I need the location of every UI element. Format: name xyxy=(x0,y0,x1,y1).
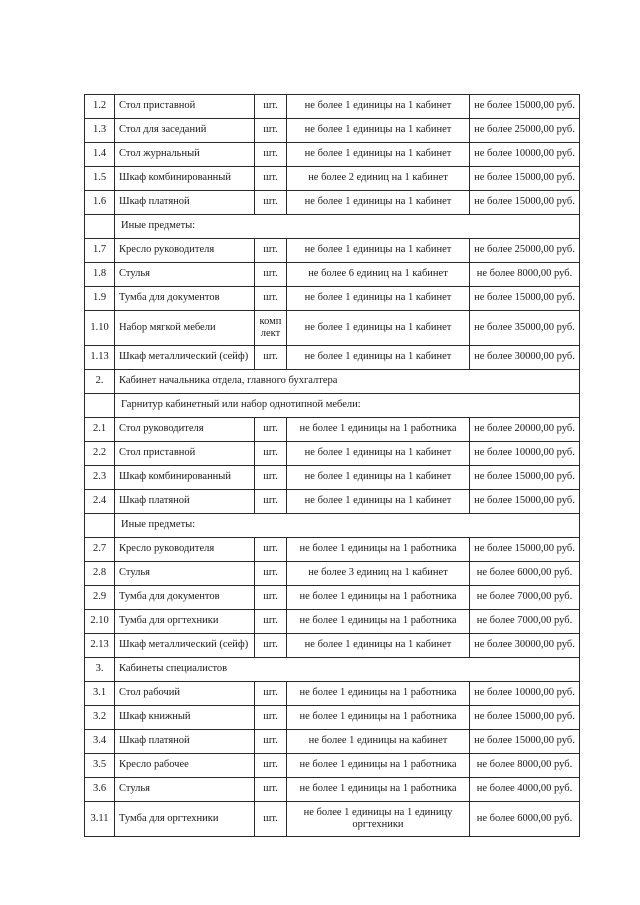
table-row xyxy=(85,682,580,706)
item-name: Шкаф платяной xyxy=(115,490,255,514)
item-unit: шт. xyxy=(255,490,287,514)
item-norm: не более 1 единицы на кабинет xyxy=(287,730,470,754)
table-row xyxy=(85,754,580,778)
table-row xyxy=(85,778,580,802)
item-name: Шкаф металлический (сейф) xyxy=(115,634,255,658)
table-row xyxy=(85,586,580,610)
table-row xyxy=(85,167,580,191)
item-norm: не более 1 единицы на 1 кабинет xyxy=(287,311,470,346)
table-row xyxy=(85,239,580,263)
item-price-limit: не более 6000,00 руб. xyxy=(470,802,580,837)
subheading-row xyxy=(85,514,580,538)
item-norm: не более 1 единицы на 1 кабинет xyxy=(287,143,470,167)
item-price-limit: не более 20000,00 руб. xyxy=(470,418,580,442)
item-number: 2.2 xyxy=(85,442,115,466)
item-unit: шт. xyxy=(255,191,287,215)
subheading-text: Гарнитур кабинетный или набор однотипной мебели: xyxy=(115,394,580,418)
item-unit: шт. xyxy=(255,610,287,634)
item-unit: шт. xyxy=(255,562,287,586)
item-unit: шт. xyxy=(255,167,287,191)
item-name: Стол рабочий xyxy=(115,682,255,706)
empty-number-cell xyxy=(85,514,115,538)
table-row xyxy=(85,95,580,119)
item-norm: не более 1 единицы на 1 кабинет xyxy=(287,191,470,215)
item-price-limit: не более 25000,00 руб. xyxy=(470,239,580,263)
item-unit: шт. xyxy=(255,538,287,562)
item-unit: шт. xyxy=(255,95,287,119)
item-name: Стол для заседаний xyxy=(115,119,255,143)
table-row xyxy=(85,191,580,215)
item-price-limit: не более 30000,00 руб. xyxy=(470,634,580,658)
item-number: 2.13 xyxy=(85,634,115,658)
item-price-limit: не более 15000,00 руб. xyxy=(470,538,580,562)
section-row xyxy=(85,658,580,682)
furniture-norms-table-body xyxy=(85,95,580,837)
item-norm: не более 1 единицы на 1 работника xyxy=(287,586,470,610)
item-name: Стулья xyxy=(115,562,255,586)
table-row xyxy=(85,562,580,586)
furniture-norms-table xyxy=(84,94,580,837)
item-unit: шт. xyxy=(255,143,287,167)
item-unit: шт. xyxy=(255,754,287,778)
item-name: Шкаф комбинированный xyxy=(115,167,255,191)
table-row xyxy=(85,706,580,730)
item-number: 1.7 xyxy=(85,239,115,263)
item-unit: шт. xyxy=(255,730,287,754)
item-name: Стол журнальный xyxy=(115,143,255,167)
subheading-text: Иные предметы: xyxy=(115,514,580,538)
table-row xyxy=(85,634,580,658)
subheading-row xyxy=(85,215,580,239)
item-unit: шт. xyxy=(255,802,287,837)
item-price-limit: не более 25000,00 руб. xyxy=(470,119,580,143)
item-price-limit: не более 15000,00 руб. xyxy=(470,167,580,191)
item-name: Кресло руководителя xyxy=(115,538,255,562)
item-unit: шт. xyxy=(255,442,287,466)
table-row xyxy=(85,490,580,514)
item-name: Кресло рабочее xyxy=(115,754,255,778)
table-row xyxy=(85,802,580,837)
item-number: 1.6 xyxy=(85,191,115,215)
item-price-limit: не более 10000,00 руб. xyxy=(470,442,580,466)
item-norm: не более 1 единицы на 1 работника xyxy=(287,418,470,442)
item-name: Тумба для оргтехники xyxy=(115,802,255,837)
item-number: 1.4 xyxy=(85,143,115,167)
item-norm: не более 2 единиц на 1 кабинет xyxy=(287,167,470,191)
table-row xyxy=(85,346,580,370)
item-price-limit: не более 15000,00 руб. xyxy=(470,287,580,311)
item-number: 2.1 xyxy=(85,418,115,442)
item-price-limit: не более 7000,00 руб. xyxy=(470,586,580,610)
item-price-limit: не более 8000,00 руб. xyxy=(470,754,580,778)
section-title: Кабинеты специалистов xyxy=(115,658,580,682)
item-norm: не более 1 единицы на 1 кабинет xyxy=(287,239,470,263)
table-row xyxy=(85,311,580,346)
item-name: Кресло руководителя xyxy=(115,239,255,263)
item-unit: шт. xyxy=(255,634,287,658)
table-row xyxy=(85,538,580,562)
item-number: 1.5 xyxy=(85,167,115,191)
item-price-limit: не более 35000,00 руб. xyxy=(470,311,580,346)
item-norm: не более 3 единиц на 1 кабинет xyxy=(287,562,470,586)
section-row xyxy=(85,370,580,394)
empty-number-cell xyxy=(85,215,115,239)
item-name: Тумба для документов xyxy=(115,586,255,610)
item-unit: шт. xyxy=(255,466,287,490)
subheading-text: Иные предметы: xyxy=(115,215,580,239)
item-norm: не более 1 единицы на 1 кабинет xyxy=(287,466,470,490)
item-unit: шт. xyxy=(255,682,287,706)
item-name: Тумба для оргтехники xyxy=(115,610,255,634)
item-name: Стол руководителя xyxy=(115,418,255,442)
item-name: Шкаф платяной xyxy=(115,191,255,215)
item-number: 1.13 xyxy=(85,346,115,370)
item-price-limit: не более 15000,00 руб. xyxy=(470,730,580,754)
item-unit: шт. xyxy=(255,119,287,143)
item-price-limit: не более 6000,00 руб. xyxy=(470,562,580,586)
item-number: 1.3 xyxy=(85,119,115,143)
item-price-limit: не более 15000,00 руб. xyxy=(470,191,580,215)
empty-number-cell xyxy=(85,394,115,418)
item-unit: шт. xyxy=(255,287,287,311)
item-number: 3.1 xyxy=(85,682,115,706)
item-price-limit: не более 7000,00 руб. xyxy=(470,610,580,634)
subheading-row xyxy=(85,394,580,418)
table-row xyxy=(85,263,580,287)
item-price-limit: не более 4000,00 руб. xyxy=(470,778,580,802)
item-number: 3.6 xyxy=(85,778,115,802)
item-norm: не более 1 единицы на 1 кабинет xyxy=(287,346,470,370)
item-norm: не более 1 единицы на 1 кабинет xyxy=(287,95,470,119)
table-row xyxy=(85,143,580,167)
item-name: Стол приставной xyxy=(115,442,255,466)
item-number: 2.9 xyxy=(85,586,115,610)
item-unit: шт. xyxy=(255,706,287,730)
item-name: Тумба для документов xyxy=(115,287,255,311)
item-unit: шт. xyxy=(255,263,287,287)
table-row xyxy=(85,466,580,490)
item-name: Стол приставной xyxy=(115,95,255,119)
item-norm: не более 1 единицы на 1 кабинет xyxy=(287,119,470,143)
item-unit: шт. xyxy=(255,239,287,263)
item-name: Шкаф платяной xyxy=(115,730,255,754)
table-row xyxy=(85,119,580,143)
table-row xyxy=(85,730,580,754)
item-norm: не более 1 единицы на 1 работника xyxy=(287,682,470,706)
item-norm: не более 1 единицы на 1 кабинет xyxy=(287,490,470,514)
section-number: 2. xyxy=(85,370,115,394)
section-title: Кабинет начальника отдела, главного бухгалтера xyxy=(115,370,580,394)
item-price-limit: не более 15000,00 руб. xyxy=(470,490,580,514)
item-price-limit: не более 10000,00 руб. xyxy=(470,682,580,706)
item-number: 3.5 xyxy=(85,754,115,778)
table-row xyxy=(85,287,580,311)
item-name: Шкаф металлический (сейф) xyxy=(115,346,255,370)
item-number: 3.4 xyxy=(85,730,115,754)
item-unit: шт. xyxy=(255,346,287,370)
item-norm: не более 1 единицы на 1 работника xyxy=(287,538,470,562)
item-price-limit: не более 15000,00 руб. xyxy=(470,95,580,119)
item-unit: комп лект xyxy=(255,311,287,346)
item-number: 2.7 xyxy=(85,538,115,562)
item-price-limit: не более 15000,00 руб. xyxy=(470,706,580,730)
item-number: 2.4 xyxy=(85,490,115,514)
item-number: 3.11 xyxy=(85,802,115,837)
item-name: Стулья xyxy=(115,778,255,802)
item-norm: не более 1 единицы на 1 кабинет xyxy=(287,634,470,658)
item-number: 3.2 xyxy=(85,706,115,730)
item-number: 2.3 xyxy=(85,466,115,490)
item-number: 1.2 xyxy=(85,95,115,119)
item-price-limit: не более 30000,00 руб. xyxy=(470,346,580,370)
section-number: 3. xyxy=(85,658,115,682)
item-norm: не более 6 единиц на 1 кабинет xyxy=(287,263,470,287)
item-unit: шт. xyxy=(255,778,287,802)
table-row xyxy=(85,418,580,442)
item-price-limit: не более 8000,00 руб. xyxy=(470,263,580,287)
item-number: 1.8 xyxy=(85,263,115,287)
item-norm: не более 1 единицы на 1 кабинет xyxy=(287,287,470,311)
item-price-limit: не более 15000,00 руб. xyxy=(470,466,580,490)
table-row xyxy=(85,442,580,466)
item-name: Набор мягкой мебели xyxy=(115,311,255,346)
item-number: 1.10 xyxy=(85,311,115,346)
item-unit: шт. xyxy=(255,418,287,442)
item-norm: не более 1 единицы на 1 работника xyxy=(287,754,470,778)
item-norm: не более 1 единицы на 1 работника xyxy=(287,610,470,634)
item-name: Шкаф книжный xyxy=(115,706,255,730)
item-name: Шкаф комбинированный xyxy=(115,466,255,490)
item-unit: шт. xyxy=(255,586,287,610)
item-norm: не более 1 единицы на 1 работника xyxy=(287,778,470,802)
item-number: 2.10 xyxy=(85,610,115,634)
item-name: Стулья xyxy=(115,263,255,287)
item-number: 2.8 xyxy=(85,562,115,586)
item-norm: не более 1 единицы на 1 кабинет xyxy=(287,442,470,466)
item-norm: не более 1 единицы на 1 работника xyxy=(287,706,470,730)
item-price-limit: не более 10000,00 руб. xyxy=(470,143,580,167)
item-norm: не более 1 единицы на 1 единицу оргтехники xyxy=(287,802,470,837)
table-row xyxy=(85,610,580,634)
item-number: 1.9 xyxy=(85,287,115,311)
